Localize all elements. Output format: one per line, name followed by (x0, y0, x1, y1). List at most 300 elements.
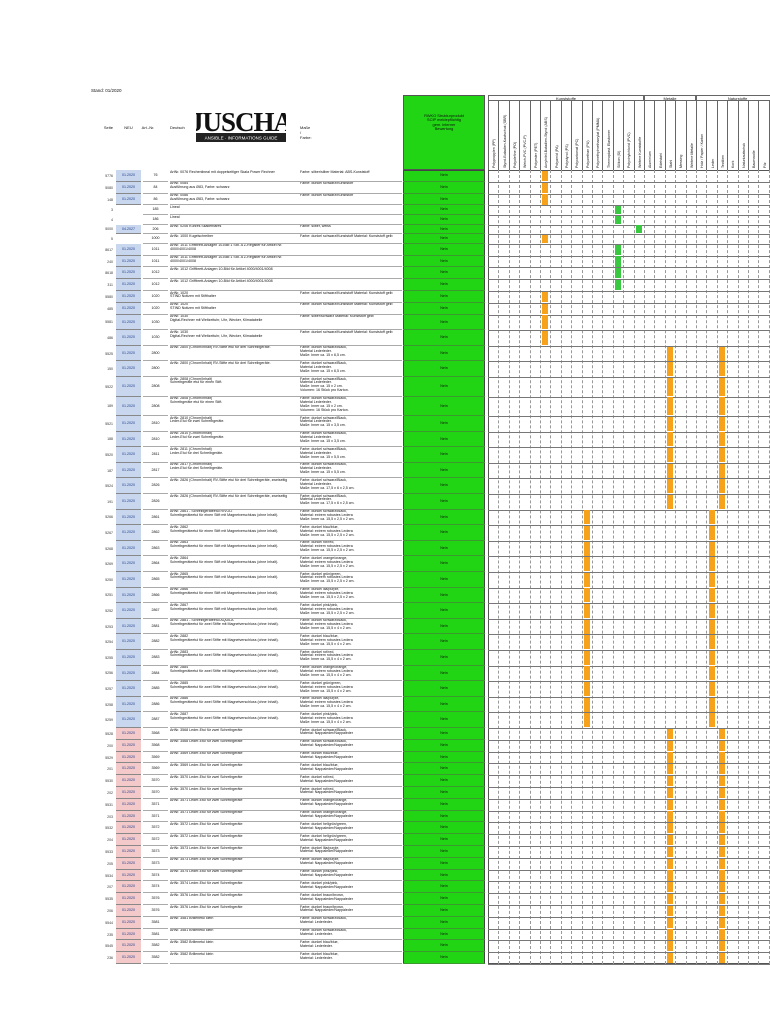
row-neu-date: 01.2020 (116, 712, 141, 728)
row-deutsch: ArtNr. 1030 Digital-Rechner mit Weltzeituhr, Uhr, Wecker, Klimatabelle (170, 315, 300, 331)
row-seite: 5525 (105, 351, 113, 356)
row-masse-farbe: Farbe: dunkel schwarz/Black, Material Lederleder. Maße: Inner ca. 15 x 2 cm. Volumen: 16 Stück pro Karton. (300, 397, 402, 417)
row-art-nr: 3573 (143, 846, 168, 858)
row-bewertung: Nein (403, 572, 485, 588)
group-header-0: Kunststoffe (488, 95, 644, 101)
row-neu-date: 01.2020 (116, 330, 141, 346)
row-masse-farbe: Farbe: dunkel schwarz/Kunststoff (300, 182, 402, 194)
row-art-nr: 2882 (143, 634, 168, 650)
grid-hline (488, 194, 770, 195)
logo-wordmark: USCHA (202, 107, 286, 137)
row-neu-date: 01.2020 (116, 525, 141, 541)
grid-hline (488, 787, 770, 788)
row-neu-date: 01.2020 (116, 929, 141, 941)
row-masse-farbe: Farbe: dunkel schwarz/Kunststoff Material: Kunststoff gelb (300, 330, 402, 346)
row-masse-farbe (300, 256, 402, 268)
row-masse-farbe: Farbe: dunkel schwarz/Black, Material Lederleder. Maße: Inner ca. 15 x 3,5 cm. (300, 432, 402, 448)
grid-hline (488, 225, 770, 226)
material-mark (719, 764, 725, 774)
row-deutsch: ArtNr. 1020 STIND Notizen mit Stifthalter (170, 303, 300, 315)
row-masse-farbe: Farbe: dunkel schwarz/Kunststoff Material: Kunststoff gelb (300, 303, 402, 315)
col-header-deutsch: Deutsch (170, 125, 185, 130)
material-mark (584, 573, 590, 587)
row-seite: 5520 (105, 453, 113, 457)
row-bewertung: Nein (403, 303, 485, 315)
row-art-nr: 1000 (143, 234, 168, 244)
row-art-nr: 2808 (143, 377, 168, 397)
row-bewertung: Nein (403, 775, 485, 787)
row-art-nr: 2881 (143, 619, 168, 635)
material-mark (667, 432, 673, 446)
grid-hline (488, 822, 770, 823)
row-art-nr: 3582 (143, 940, 168, 952)
row-bewertung: Nein (403, 267, 485, 279)
material-header-9: Polyurethan (PU) (582, 101, 592, 170)
row-neu-date: 01.2020 (116, 634, 141, 650)
material-mark (719, 776, 725, 786)
row-bewertung: Nein (403, 330, 485, 346)
row-neu-date: 01.2020 (116, 666, 141, 682)
material-mark (719, 882, 725, 892)
grid-hline (488, 330, 770, 331)
row-deutsch: ArtNr. 3571 Leder-Etui für zwei Schreibgeräte (170, 811, 300, 823)
material-mark (667, 362, 673, 376)
row-bewertung: Nein (403, 525, 485, 541)
grid-hline (488, 697, 770, 698)
material-mark (719, 479, 725, 493)
row-deutsch: Lineal (170, 205, 300, 215)
material-mark (709, 651, 715, 665)
material-mark (667, 752, 673, 762)
material-mark (584, 510, 590, 524)
material-mark (615, 256, 621, 266)
grid-vline (613, 170, 614, 964)
grid-hline (488, 416, 770, 417)
row-deutsch: ArtNr. 2800 (Chrom/Inhalt) RV-Stifte etui für drei Schreibgeräte. (170, 346, 300, 362)
row-masse-farbe: Farbe: dunkel schwarz/Kunststoff (300, 194, 402, 206)
row-seite: 311 (107, 283, 113, 288)
row-seite: 5268 (105, 546, 113, 551)
row-neu-date: 01.2020 (116, 752, 141, 764)
grid-vline (686, 170, 687, 964)
bewertung-header: RWKO Strukturprodukt SCIP meldepflichtig gem. interner Bewertung (403, 95, 485, 170)
row-art-nr: 2862 (143, 525, 168, 541)
material-mark (709, 635, 715, 649)
row-seite: 236 (107, 956, 113, 961)
row-masse-farbe: Farbe: dunkel schwarz/Black, Material Lederleder. Maße: Inner ca. 15 x 2 cm. Volumen: 16 Stück pro Karton. (300, 377, 402, 397)
material-mark (542, 183, 548, 193)
grid-vline (634, 170, 635, 964)
row-art-nr: 3568 (143, 728, 168, 740)
row-neu-date: 01.2020 (116, 799, 141, 811)
grid-hline (488, 346, 770, 347)
row-seite: 203 (107, 814, 113, 819)
row-seite: 5254 (105, 640, 113, 645)
grid-hline (488, 666, 770, 667)
material-header-17: Stahl (665, 101, 675, 170)
row-art-nr: 2810 (143, 416, 168, 432)
row-art-nr: 2817 (143, 463, 168, 479)
row-masse-farbe: Farbe: dunkel schwarz/Black, Material Lederleder. Maße: Inner ca. 15 x 5,5 cm. (300, 447, 402, 463)
row-neu-date: 01.2020 (116, 917, 141, 929)
material-header-22: Textilien (717, 101, 727, 170)
row-bewertung: Nein (403, 634, 485, 650)
row-deutsch: ArtNr. 2887 Schreibgeräteetui für zwei Stifte mit Magnetverschluss (ohne Inhalt). (170, 712, 300, 728)
stand-date: Stand: 01/2020 (91, 88, 122, 93)
row-seite: 201 (107, 767, 113, 772)
grid-vline (748, 170, 749, 964)
grid-hline (488, 905, 770, 906)
row-masse-farbe: Farbe: dunkel schwarz/Black, Material: Lederleder. (300, 929, 402, 941)
material-mark (719, 495, 725, 509)
row-seite: 5581 (105, 320, 113, 325)
row-seite: 187 (107, 468, 113, 473)
row-bewertung: Nein (403, 225, 485, 235)
grid-hline (488, 588, 770, 589)
row-seite: 5524 (105, 484, 113, 489)
grid-hline (488, 763, 770, 764)
row-neu-date: 01.2020 (116, 463, 141, 479)
row-masse-farbe: Farbe: silber/silber Material: ABS-Kunststoff (300, 170, 402, 182)
row-art-nr: 1020 (143, 291, 168, 303)
row-bewertung: Nein (403, 291, 485, 303)
row-bewertung: Nein (403, 846, 485, 858)
row-deutsch: ArtNr. 3571 Leder-Etui für zwei Schreibgeräte (170, 799, 300, 811)
row-neu-date: 01.2020 (116, 267, 141, 279)
material-header-16: Edelstahl (654, 101, 664, 170)
material-header-21: Leder (706, 101, 716, 170)
material-mark (615, 245, 621, 255)
row-masse-farbe: Farbe: dunkel blau/blue, Material: extrem robustes Ledera Maße: Inner ca. 15,5 x 2,5 x 2 cm. (300, 525, 402, 541)
row-neu-date: 01.2020 (116, 822, 141, 834)
row-neu-date: 01.2020 (116, 834, 141, 846)
row-masse-farbe: Farbe: dunkel braun/brown, Material: Nappaleder/Nappaleder (300, 905, 402, 917)
row-neu-date: 01.2020 (116, 775, 141, 787)
row-neu-date: 01.2020 (116, 940, 141, 952)
row-deutsch: ArtNr. 2826 (Chrom/Inhalt) RV-Stifte etui für drei Schreibgeräte, zweiseitig (170, 478, 300, 494)
material-mark (719, 741, 725, 751)
material-header-12: Silikon (SI) (613, 101, 623, 170)
material-mark (667, 929, 673, 939)
row-seite: 191 (107, 499, 113, 504)
row-masse-farbe: Farbe: dunkel blau/blue, Material: Lederleder. (300, 940, 402, 952)
grid-hline (488, 811, 770, 812)
row-art-nr: 76 (143, 170, 168, 182)
material-mark (667, 894, 673, 904)
row-deutsch: ArtNr. 1020 STIND Notizen mit Stifthalter (170, 291, 300, 303)
grid-vline (571, 170, 572, 964)
row-seite: 5544 (105, 920, 113, 925)
col-header-artnr: Art.-Nr. (141, 125, 155, 130)
row-seite: 148 (107, 197, 113, 202)
material-header-18: Messing (675, 101, 685, 170)
row-deutsch: ArtNr. 1011 Griffbrett-Anlagen 10-Bild 1 Std. A Z-Register für Artikel Nr. 4000/4001/4008 (170, 256, 300, 268)
row-seite: 5000 (105, 227, 113, 232)
row-deutsch: ArtNr. 2862 Schreibgeräteetui für einen Stift mit Magnetverschluss (ohne Inhalt). (170, 525, 300, 541)
material-mark (584, 526, 590, 540)
row-art-nr: 2810 (143, 432, 168, 448)
row-deutsch: ArtNr. 3581 Brillenetui klein (170, 929, 300, 941)
material-header-0: Polypropylen (PP) (488, 101, 498, 170)
row-deutsch: ArtNr. 3581 Brillenetui klein (170, 917, 300, 929)
row-art-nr: 1030 (143, 315, 168, 331)
row-neu-date: 01.2020 (116, 763, 141, 775)
grid-hline (488, 377, 770, 378)
material-mark (584, 666, 590, 680)
material-mark (542, 331, 548, 345)
grid-vline (717, 170, 718, 964)
material-mark (719, 347, 725, 361)
grid-vline (509, 170, 510, 964)
row-neu-date: 01.2020 (116, 361, 141, 377)
grid-hline (488, 315, 770, 316)
row-bewertung: Nein (403, 494, 485, 510)
material-mark (615, 280, 621, 290)
material-mark (667, 835, 673, 845)
row-masse-farbe: Farbe: dunkel schwarz/Kunststoff Material: Kunststoff gelb (300, 234, 402, 244)
material-mark (709, 698, 715, 712)
row-neu-date: 01.2020 (116, 556, 141, 572)
material-header-14: Weitere Kunststoffe (634, 101, 644, 170)
material-mark (584, 635, 590, 649)
row-masse-farbe: Farbe: dunkel rot/red, Material: extrem robustes Ledera Maße: Inner ca. 15,5 x 2,5 x 2 cm. (300, 541, 402, 557)
row-bewertung: Nein (403, 811, 485, 823)
row-bewertung: Nein (403, 541, 485, 557)
row-neu-date: 01.2020 (116, 170, 141, 182)
row-art-nr: 2885 (143, 681, 168, 697)
row-masse-farbe: Farbe: silber/schwarz Material: Kunststoff gelb (300, 315, 402, 331)
row-neu-date: 01.2020 (116, 870, 141, 882)
grid-vline (561, 170, 562, 964)
row-art-nr: 3576 (143, 905, 168, 917)
row-seite: 4 (111, 217, 113, 222)
col-header-seite: Seite (103, 125, 113, 130)
row-masse-farbe: Farbe: dunkel pink/pink, Material: Nappaleder/Nappaleder (300, 881, 402, 893)
row-bewertung: Nein (403, 728, 485, 740)
material-mark (719, 835, 725, 845)
row-neu-date: 01.2020 (116, 697, 141, 713)
row-deutsch: ArtNr. 2867 Schreibgeräteetui für einen Stift mit Magnetverschluss (ohne Inhalt). (170, 603, 300, 619)
material-mark (667, 448, 673, 462)
row-art-nr: 3582 (143, 952, 168, 964)
grid-hline (488, 603, 770, 604)
material-mark (584, 542, 590, 556)
material-mark (719, 859, 725, 869)
grid-hline (488, 940, 770, 941)
material-mark (719, 448, 725, 462)
row-neu-date: 01.2020 (116, 650, 141, 666)
row-seite: 5250 (105, 577, 113, 582)
row-seite: 5255 (105, 655, 113, 660)
row-neu-date: 01.2020 (116, 377, 141, 397)
row-art-nr: 3571 (143, 811, 168, 823)
row-masse-farbe (300, 215, 402, 225)
row-deutsch: ArtNr. 2808 (Chrom/Inhalt) Schreibgeräte etui für einen Stift. (170, 397, 300, 417)
grid-hline (488, 775, 770, 776)
row-masse-farbe: Farbe: dunkel hellgrün/green, Material: Nappaleder/Nappaleder (300, 834, 402, 846)
row-deutsch: ArtNr. 2882 Schreibgeräteetui für zwei Stifte mit Magnetverschluss (ohne Inhalt). (170, 634, 300, 650)
row-deutsch: ArtNr. 0076 Rechenlineal mit doppelseitiger Skala Power Rechner (170, 170, 300, 182)
material-mark (709, 542, 715, 556)
row-art-nr: 1030 (143, 330, 168, 346)
material-mark (709, 557, 715, 571)
row-masse-farbe: Farbe: dunkel schwarz/Black, Material Lederleder. Maße: Inner ca. 17,5 x 6 x 2,5 cm. (300, 494, 402, 510)
row-masse-farbe: Farbe: dunkel orange/orange, Material: extrem robustes Ledera Maße: Inner ca. 15,5 x 4 x 2 cm. (300, 666, 402, 682)
grid-hline (488, 619, 770, 620)
grid-vline (550, 170, 551, 964)
row-deutsch: ArtNr. 3574 Leder-Etui für zwei Schreibgeräte (170, 881, 300, 893)
grid-hline (488, 728, 770, 729)
row-masse-farbe: Farbe: dunkel schwarz/Kunststoff Material: Kunststoff gelb (300, 291, 402, 303)
grid-vline (530, 170, 531, 964)
row-seite: 5267 (105, 531, 113, 535)
material-mark (719, 894, 725, 904)
row-bewertung: Nein (403, 712, 485, 728)
row-deutsch: ArtNr. 0084 Ausführung aus Ø83, Farbe: schwarz (170, 182, 300, 194)
material-mark (667, 378, 673, 396)
col-header-masse: Maße / Farbe: (300, 125, 312, 140)
material-mark (719, 811, 725, 821)
material-header-8: Polycarbonat (PC) (571, 101, 581, 170)
row-art-nr: 3576 (143, 893, 168, 905)
row-art-nr: 3572 (143, 822, 168, 834)
row-neu-date: 01.2020 (116, 858, 141, 870)
row-bewertung: Nein (403, 858, 485, 870)
grid-hline (488, 712, 770, 713)
row-art-nr: 3569 (143, 763, 168, 775)
row-neu-date: 01.2020 (116, 905, 141, 917)
material-mark (709, 573, 715, 587)
grid-vline (654, 170, 655, 964)
material-mark (667, 870, 673, 880)
row-bewertung: Nein (403, 881, 485, 893)
row-deutsch: ArtNr. 3568 Leder-Etui für zwei Schreibgeräte (170, 740, 300, 752)
row-masse-farbe: Farbe: dunkel lila/purple, Material: Nappaleder/Nappaleder (300, 846, 402, 858)
grid-hline (488, 752, 770, 753)
row-bewertung: Nein (403, 397, 485, 417)
material-mark (584, 713, 590, 727)
row-art-nr: 186 (143, 215, 168, 225)
row-bewertung: Nein (403, 234, 485, 244)
row-art-nr: 2865 (143, 572, 168, 588)
row-deutsch: ArtNr. 2884 Schreibgeräteetui für zwei Stifte mit Magnetverschluss (ohne Inhalt). (170, 666, 300, 682)
material-header-2: Polyolefine (PO) (509, 101, 519, 170)
material-mark (667, 464, 673, 478)
grid-hline (488, 234, 770, 235)
material-mark (719, 432, 725, 446)
grid-hline (488, 279, 770, 280)
row-deutsch: ArtNr. 3576 Leder-Etui für zwei Schreibgeräte (170, 905, 300, 917)
material-header-5: Acrylnitril-Butadien-Styrol (ABS) (540, 101, 550, 170)
row-seite: 5529 (105, 755, 113, 760)
material-mark (584, 557, 590, 571)
material-mark (667, 729, 673, 739)
row-deutsch: ArtNr. 1012 Griffbrett-Anlagen 10-Bild für Artikel 4000/4001/4008 (170, 267, 300, 279)
material-mark (667, 859, 673, 869)
grid-hline (488, 397, 770, 398)
material-mark (709, 526, 715, 540)
row-deutsch: ArtNr. 2881 - Schreibgeräteetui AQUILA Schreibgeräteetui für zwei Stifte mit Magnetverschluss (ohne Inhalt). (170, 619, 300, 635)
row-masse-farbe: Farbe: dunkel blau/blue, Material: Nappaleder/Nappaleder (300, 752, 402, 764)
grid-hline (488, 634, 770, 635)
material-header-3: Weich-PVC (PVC-P) (519, 101, 529, 170)
row-neu-date: 01.2020 (116, 315, 141, 331)
row-art-nr: 206 (143, 225, 168, 235)
material-mark (667, 953, 673, 963)
material-header-7: Polystyrol (PS) (561, 101, 571, 170)
row-deutsch: ArtNr. 3568 Leder-Etui für zwei Schreibgeräte (170, 728, 300, 740)
row-art-nr: 1012 (143, 279, 168, 291)
row-masse-farbe: Farbe: dunkel lila/purple, Material: Nappaleder/Nappaleder (300, 858, 402, 870)
row-deutsch: ArtNr. 3569 Leder-Etui für zwei Schreibgeräte (170, 752, 300, 764)
material-mark (667, 906, 673, 916)
row-deutsch: ArtNr. 3574 Leder-Etui für zwei Schreibgeräte (170, 870, 300, 882)
row-masse-farbe: Farbe: dunkel rot/red, Material: extrem robustes Ledera Maße: Inner ca. 15,5 x 4 x 2 cm. (300, 650, 402, 666)
row-seite: 189 (107, 404, 113, 409)
material-header-11: Thermoplast. Elastomer (602, 101, 612, 170)
row-neu-date: 01.2020 (116, 244, 141, 256)
material-mark (719, 870, 725, 880)
row-deutsch: ArtNr. 3569 Leder-Etui für zwei Schreibgeräte (170, 763, 300, 775)
row-bewertung: Nein (403, 510, 485, 526)
row-bewertung: Nein (403, 432, 485, 448)
row-art-nr: 3571 (143, 799, 168, 811)
row-deutsch: ArtNr. 3572 Leder-Etui für zwei Schreibgeräte (170, 834, 300, 846)
row-art-nr: 2800 (143, 346, 168, 362)
material-mark (719, 752, 725, 762)
row-bewertung: Nein (403, 697, 485, 713)
material-mark (667, 495, 673, 509)
row-bewertung: Nein (403, 556, 485, 572)
row-neu-date: 01.2020 (116, 194, 141, 206)
row-bewertung: Nein (403, 205, 485, 215)
grid-hline (488, 572, 770, 573)
row-bewertung: Nein (403, 940, 485, 952)
grid-hline (488, 182, 770, 183)
row-art-nr: 2886 (143, 697, 168, 713)
row-art-nr: 3570 (143, 775, 168, 787)
row-masse-farbe: Farbe: dunkel lila/purple, Material: extrem robustes Ledera Maße: Inner ca. 15,5 x 2,5 x 2 cm. (300, 588, 402, 604)
row-deutsch: ArtNr. 2863 Schreibgeräteetui für einen Stift mit Magnetverschluss (ohne Inhalt). (170, 541, 300, 557)
row-masse-farbe: Farbe: dunkel schwarz/Black, Material Lederleder. Maße: Inner ca. 15 x 6,5 cm. (300, 361, 402, 377)
row-bewertung: Nein (403, 361, 485, 377)
row-deutsch: ArtNr. 2810 (Chrom/Inhalt) Leder-Etui für zwei Schreibgeräte. (170, 432, 300, 448)
row-bewertung: Nein (403, 834, 485, 846)
row-art-nr: 1011 (143, 244, 168, 256)
row-seite: 8617 (105, 247, 113, 252)
row-neu-date: 01.2020 (116, 494, 141, 510)
row-masse-farbe: Farbe: dunkel pink/pink, Material: Nappaleder/Nappaleder (300, 870, 402, 882)
row-deutsch: ArtNr. 2800 (Chrom/Inhalt) RV-Stifte etui für drei Schreibgeräte. (170, 361, 300, 377)
row-bewertung: Nein (403, 256, 485, 268)
material-mark (584, 620, 590, 634)
grid-hline (488, 541, 770, 542)
row-neu-date: 01.2020 (116, 893, 141, 905)
material-mark (719, 417, 725, 431)
row-art-nr: 3573 (143, 858, 168, 870)
grid-hline (488, 650, 770, 651)
grid-hline (488, 834, 770, 835)
material-mark (667, 847, 673, 857)
material-header-4: Polyester (PET) (530, 101, 540, 170)
row-deutsch: ArtNr. 3582 Brillenetui klein (170, 940, 300, 952)
row-seite: 8618 (105, 271, 113, 276)
material-mark (719, 941, 725, 951)
row-neu-date: 01.2020 (116, 881, 141, 893)
grid-vline (644, 170, 645, 964)
material-mark (615, 206, 621, 214)
row-bewertung: Nein (403, 666, 485, 682)
